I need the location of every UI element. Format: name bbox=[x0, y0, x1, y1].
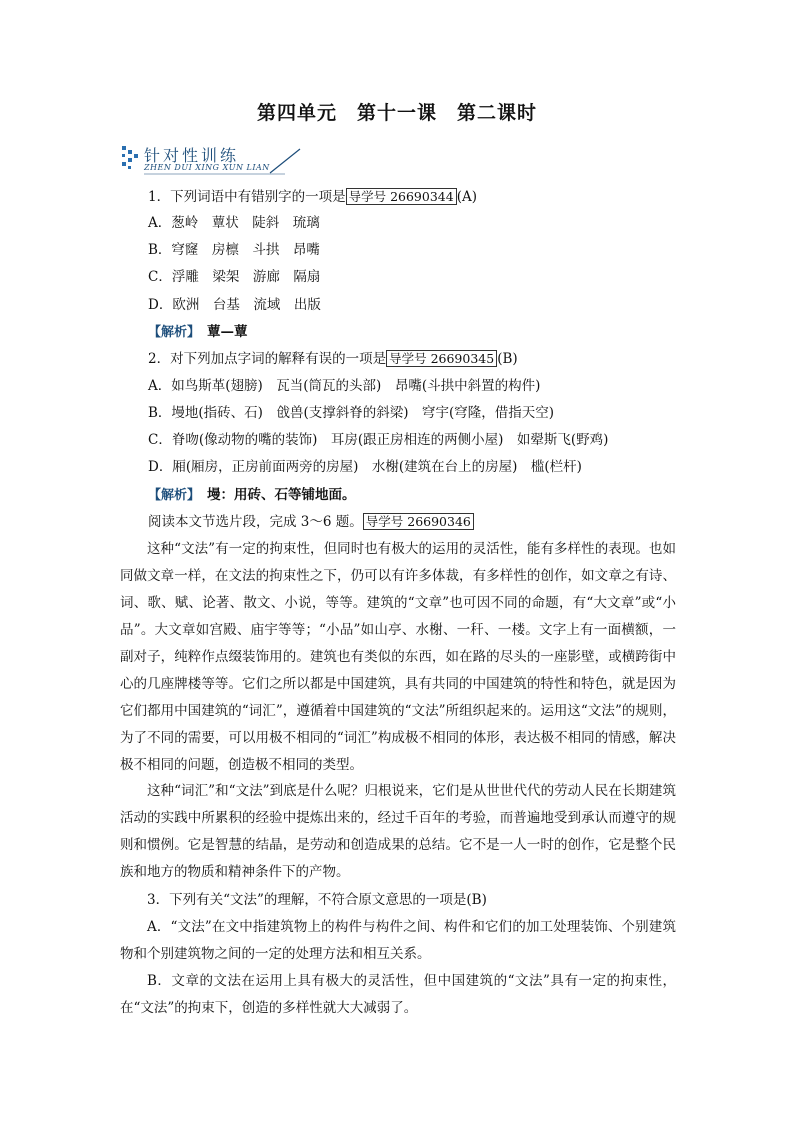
analysis-label: 【解析】 bbox=[148, 488, 194, 503]
question-3-stem: 3．下列有关“文法”的理解，不符合原文意思的一项是(B) bbox=[147, 892, 487, 908]
reading-ref: 导学号 26690346 bbox=[363, 513, 474, 530]
question-3-option-a: A．“文法”在文中指建筑物上的构件与构件之间、构件和它们的加工处理装饰、个别建筑物和个别建筑物之间的一定的处理方法和相互关系。 bbox=[120, 919, 676, 962]
question-1-ref: 导学号 26690344 bbox=[346, 188, 457, 205]
reading-paragraph-1: 这种“文法”有一定的拘束性，但同时也有极大的运用的灵活性，能有多样性的表现。也如同做文章一样，在文法的拘束性之下，仍可以有许多体裁，有多样性的创作，如文章之有诗、词、歌、赋、论著、散文、小说，等等。建筑的“文章”也可因不同的命题，有“大文章”或“小品”。大文章如宫殿、庙宇等等；“小品”如山亭、水榭、一秆、一楼。文字上有一面横额，一副对子，纯粹作点缀装饰用的。建筑也有类似的东西，如在路的尽头的一座影壁，或横跨街中心的几座牌楼等等。它们之所以都是中国建筑，具有共同的中国建筑的特性和特色，就是因为它们都用中国建筑的“词汇”，遵循着中国建筑的“文法”所组织起来的。运用这“文法”的规则，为了不同的需要，可以用极不相同的“词汇”构成极不相同的体形，表达极不相同的情感，解决极不相同的问题，创造极不相同的类型。 bbox=[120, 541, 676, 773]
question-2-option-a: A．如鸟斯革(翅膀) 瓦当(筒瓦的头部) 昂嘴(斗拱中斜置的构件) bbox=[148, 378, 541, 394]
question-1-answer: (A) bbox=[456, 189, 477, 205]
question-2-option-b: B．墁地(指砖、石) 戗兽(支撑斜脊的斜梁) 穹宇(穹隆，借指天空) bbox=[148, 405, 555, 421]
banner-pinyin: ZHEN DUI XING XUN LIAN bbox=[144, 163, 270, 172]
analysis-label: 【解析】 bbox=[148, 325, 194, 340]
question-1-option-c: C．浮雕 梁架 游廊 隔扇 bbox=[148, 269, 321, 285]
banner-label: 针对性训练 bbox=[144, 146, 240, 165]
reading-intro bbox=[148, 513, 474, 531]
question-1-text: 1．下列词语中有错别字的一项是 bbox=[148, 189, 346, 205]
question-2-ref: 导学号 26690345 bbox=[386, 350, 497, 367]
question-3-option-b: B．文章的文法在运用上具有极大的灵活性，但中国建筑的“文法”具有一定的拘束性，在“文法”的拘束下，创造的多样性就大大减弱了。 bbox=[120, 973, 676, 1016]
analysis-text: 蕈—蕈 bbox=[207, 324, 248, 340]
reading-intro-text: 阅读本文节选片段，完成 3～6 题。 bbox=[148, 514, 363, 530]
question-2-answer: (B) bbox=[497, 351, 518, 367]
question-1-stem bbox=[148, 188, 477, 206]
section-banner bbox=[120, 143, 320, 177]
question-1-analysis bbox=[148, 323, 248, 342]
page-title: 第四单元 第十一课 第二课时 bbox=[256, 102, 537, 124]
question-2-option-c: C．脊吻(像动物的嘴的装饰) 耳房(跟正房相连的两侧小屋) 如翚斯飞(野鸡) bbox=[148, 432, 609, 448]
question-2-option-d: D．厢(厢房，正房前面两旁的房屋) 水榭(建筑在台上的房屋) 槛(栏杆) bbox=[148, 459, 582, 475]
analysis-text: 墁：用砖、石等铺地面。 bbox=[207, 487, 356, 503]
question-2-text: 2．对下列加点字词的解释有误的一项是 bbox=[148, 351, 387, 367]
question-1-option-b: B．穹窿 房檩 斗拱 昂嘴 bbox=[148, 242, 320, 258]
reading-paragraph-2: 这种“词汇”和“文法”到底是什么呢？归根说来，它们是从世世代代的劳动人民在长期建筑活动的实践中所累积的经验中提炼出来的，经过千百年的考验，而普遍地受到承认而遵守的规则和惯例。它是智慧的结晶，是劳动和创造成果的总结。它不是一人一时的创作，它是整个民族和地方的物质和精神条件下的产物。 bbox=[120, 783, 676, 880]
question-1-option-a: A．葱岭 蕈状 陡斜 琉璃 bbox=[148, 215, 320, 231]
question-1-option-d: D．欧洲 台基 流域 出版 bbox=[148, 297, 321, 313]
question-2-stem bbox=[148, 350, 518, 368]
question-2-analysis bbox=[148, 486, 356, 505]
